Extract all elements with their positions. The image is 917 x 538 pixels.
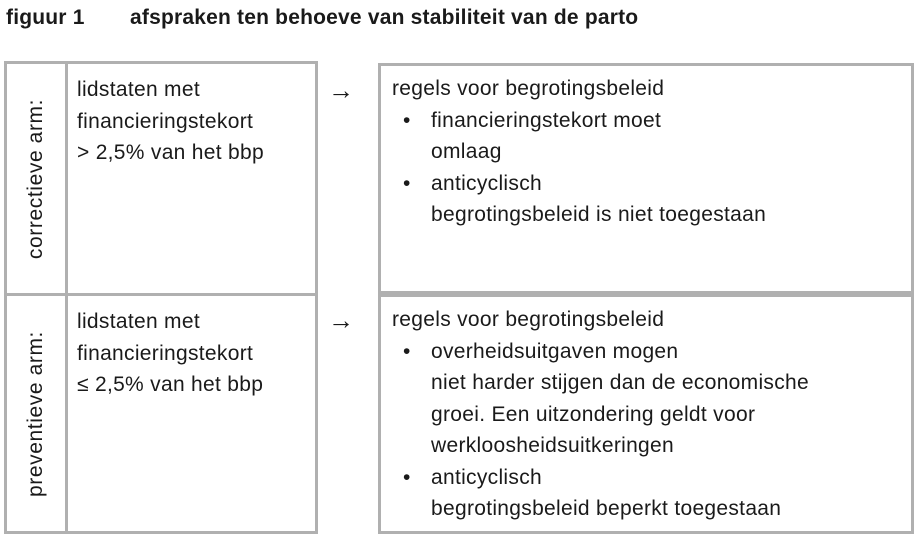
column-divider [65, 64, 68, 531]
arm-label-text: preventieve arm: [24, 330, 48, 497]
rules-heading: regels voor begrotingsbeleid [392, 308, 665, 331]
condition-line: financieringstekort [77, 109, 254, 133]
bullet-icon: • [403, 339, 411, 363]
figure-title [6, 6, 638, 30]
condition-line: > 2,5% van het bbp [77, 141, 264, 164]
rule-line: anticyclisch [431, 171, 542, 195]
rule-line: groei. Een uitzondering geldt voor [431, 402, 756, 426]
bullet-icon: • [403, 465, 411, 489]
right-arrow-icon: → [328, 75, 354, 105]
condition-line: lidstaten met [77, 310, 200, 333]
list-item [392, 462, 809, 525]
bullet-icon: • [403, 108, 411, 132]
list-item [392, 336, 809, 462]
rule-line: financieringstekort moet [431, 108, 662, 132]
condition-line: lidstaten met [77, 78, 200, 101]
rules-list [392, 336, 809, 525]
rule-line: anticyclisch [431, 465, 542, 489]
rule-line: omlaag [431, 140, 502, 163]
right-arrow-icon: → [328, 305, 354, 335]
condition-preventieve [77, 306, 263, 401]
rules-box-preventieve [378, 294, 914, 534]
condition-line: ≤ 2,5% van het bbp [77, 373, 264, 396]
conditions-table [4, 61, 318, 534]
rule-line: begrotingsbeleid beperkt toegestaan [431, 497, 782, 520]
arm-label-text: correctieve arm: [24, 98, 48, 259]
figure-number: figuur 1 [6, 6, 85, 29]
condition-line: financieringstekort [77, 341, 254, 365]
rules-box-correctieve [378, 63, 914, 294]
rule-line: overheidsuitgaven mogen [431, 339, 679, 363]
list-item [392, 105, 766, 168]
condition-correctieve [77, 74, 264, 169]
rules-heading: regels voor begrotingsbeleid [392, 77, 665, 100]
rule-line: werkloosheidsuitkeringen [431, 434, 674, 457]
bullet-icon: • [403, 171, 411, 195]
rule-line: niet harder stijgen dan de economische [431, 371, 809, 394]
arm-label-preventieve [7, 296, 65, 531]
figure-caption: afspraken ten behoeve van stabiliteit van de parto [130, 6, 639, 29]
rules-list [392, 105, 766, 231]
list-item [392, 168, 766, 231]
rule-line: begrotingsbeleid is niet toegestaan [431, 203, 767, 226]
arm-label-correctieve [7, 64, 65, 293]
